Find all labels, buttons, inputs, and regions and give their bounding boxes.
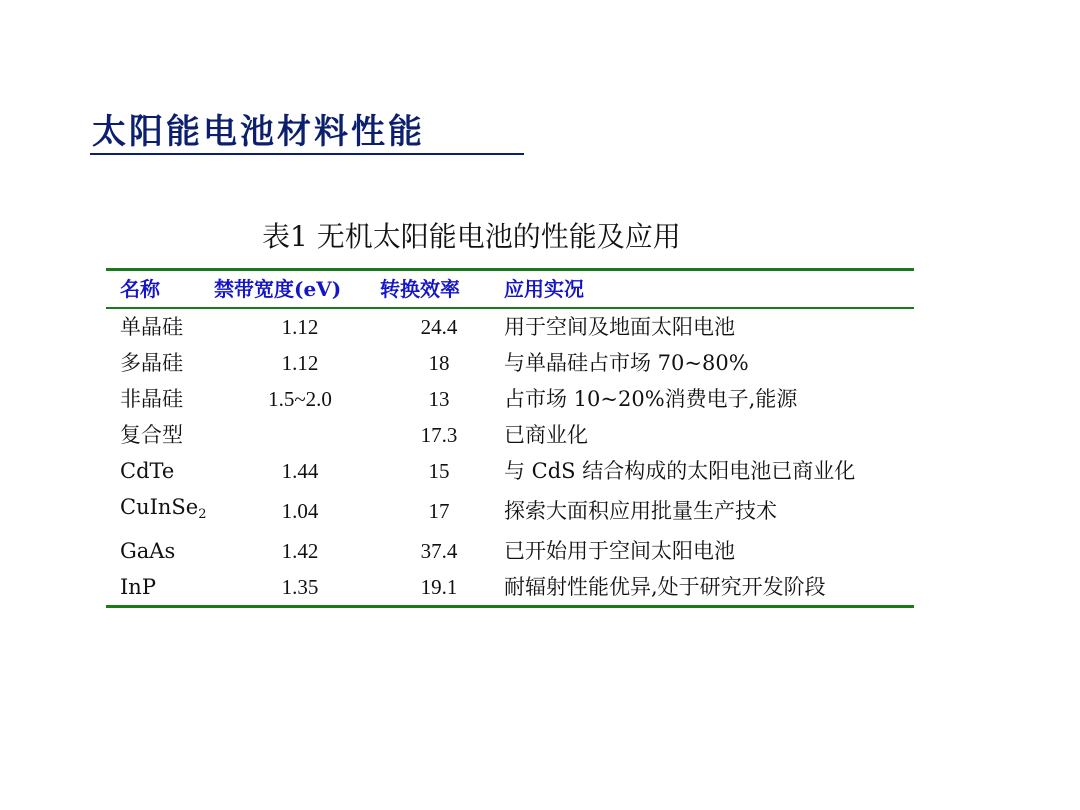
cell-efficiency: 18 — [428, 351, 450, 375]
cell-bandgap: 1.42 — [281, 539, 319, 563]
table-row — [106, 453, 914, 489]
cell-bandgap: 1.5~2.0 — [268, 387, 332, 411]
cell-efficiency: 37.4 — [420, 539, 458, 563]
cell-application: 与单晶硅占市场 70~80% — [504, 351, 749, 375]
cell-name-subscript: 2 — [198, 507, 207, 522]
cell-name: InP — [120, 575, 156, 599]
table-row — [106, 489, 914, 533]
cell-bandgap: 1.12 — [281, 351, 319, 375]
cell-application: 与 CdS 结合构成的太阳电池已商业化 — [504, 459, 856, 483]
cell-name: 非晶硅 — [120, 387, 183, 411]
cell-efficiency: 17 — [428, 499, 450, 523]
cell-application: 用于空间及地面太阳电池 — [504, 315, 735, 339]
slide-title: 太阳能电池材料性能 — [92, 112, 425, 152]
performance-table — [106, 268, 914, 608]
cell-application: 已开始用于空间太阳电池 — [504, 539, 735, 563]
table-caption: 表1 无机太阳能电池的性能及应用 — [262, 220, 681, 253]
title-underline — [90, 153, 524, 155]
cell-name: CdTe — [120, 459, 175, 483]
header-bandgap: 禁带宽度(eV) — [214, 277, 342, 301]
header-efficiency: 转换效率 — [380, 277, 460, 301]
header-application: 应用实况 — [504, 277, 584, 301]
cell-bandgap: 1.35 — [281, 575, 319, 599]
cell-bandgap: 1.44 — [281, 459, 319, 483]
header-name: 名称 — [120, 277, 160, 301]
table-row — [106, 533, 914, 569]
table-row — [106, 345, 914, 381]
cell-application: 耐辐射性能优异,处于研究开发阶段 — [504, 575, 826, 599]
cell-efficiency: 19.1 — [420, 575, 458, 599]
cell-bandgap: 1.12 — [281, 315, 319, 339]
table-bottom-rule — [106, 605, 914, 608]
cell-name: 多晶硅 — [120, 351, 183, 375]
cell-name: 单晶硅 — [120, 315, 183, 339]
table-row — [106, 381, 914, 417]
cell-application: 已商业化 — [504, 423, 588, 447]
cell-name-main: CuInSe — [120, 495, 199, 519]
cell-application: 探索大面积应用批量生产技术 — [504, 499, 777, 523]
cell-bandgap — [226, 417, 374, 453]
table-row — [106, 417, 914, 453]
cell-efficiency: 13 — [428, 387, 450, 411]
cell-name: 复合型 — [120, 423, 183, 447]
cell-name — [106, 489, 226, 533]
table-row — [106, 309, 914, 345]
cell-bandgap: 1.04 — [281, 499, 319, 523]
header-row — [106, 271, 914, 307]
cell-efficiency: 15 — [428, 459, 450, 483]
table-body — [106, 271, 914, 307]
cell-efficiency: 24.4 — [420, 315, 458, 339]
cell-application: 占市场 10~20%消费电子,能源 — [504, 387, 798, 411]
table-row — [106, 569, 914, 605]
cell-name: GaAs — [120, 539, 176, 563]
table-rows — [106, 309, 914, 605]
cell-efficiency: 17.3 — [420, 423, 458, 447]
